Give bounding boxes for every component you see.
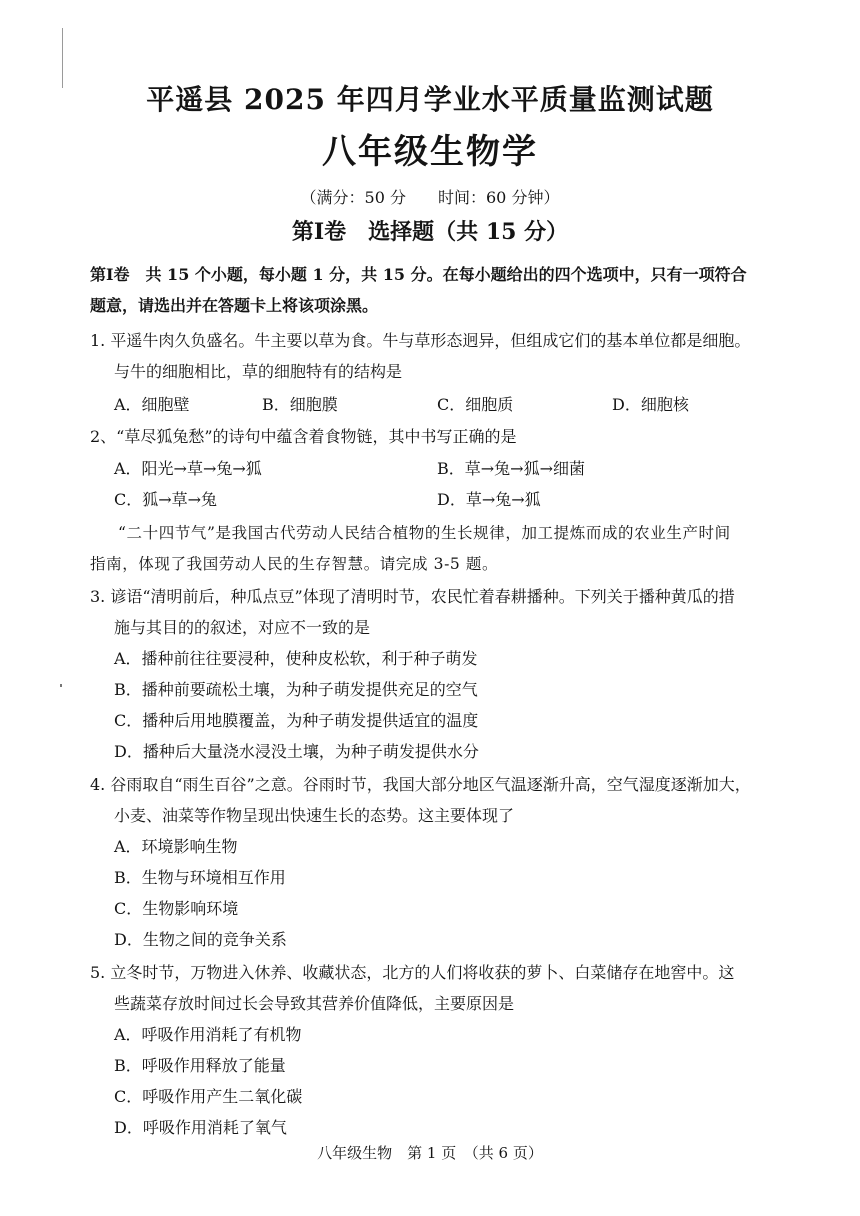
exam-subject: 八年级生物学	[322, 132, 538, 172]
question-2-option-d: D．草→兔→狐	[437, 490, 541, 509]
question-2-option-b: B．草→兔→狐→细菌	[437, 459, 585, 478]
question-3-stem-1: 3. 谚语“清明前后，种瓜点豆”体现了清明时节，农民忙着春耕播种。下列关于播种黄瓜的措	[90, 587, 735, 606]
question-2-option-c: C．狐→草→兔	[114, 490, 218, 509]
section-heading: 第Ⅰ卷 选择题（共 15 分）	[291, 219, 569, 245]
question-1-option-d: D．细胞核	[612, 395, 689, 414]
question-3-option-d: D．播种后大量浇水浸没土壤，为种子萌发提供水分	[114, 742, 479, 761]
question-1-option-a: A．细胞壁	[114, 395, 190, 414]
question-3-option-c: C．播种后用地膜覆盖，为种子萌发提供适宜的温度	[114, 711, 479, 730]
question-4-stem-2: 小麦、油菜等作物呈现出快速生长的态势。这主要体现了	[114, 806, 515, 825]
question-5-stem-1: 5. 立冬时节，万物进入休养、收藏状态，北方的人们将收获的萝卜、白菜储存在地窖中。这	[90, 963, 735, 982]
question-5-option-c: C．呼吸作用产生二氧化碳	[114, 1087, 303, 1106]
question-5-option-a: A．呼吸作用消耗了有机物	[114, 1025, 302, 1044]
question-1-option-b: B．细胞膜	[262, 395, 338, 414]
exam-title: 平遥县 2025 年四月学业水平质量监测试题	[146, 83, 714, 116]
question-1-stem-1: 1. 平遥牛肉久负盛名。牛主要以草为食。牛与草形态迥异，但组成它们的基本单位都是细胞。	[90, 331, 751, 350]
question-2-stem: 2、“草尽狐兔愁”的诗句中蕴含着食物链，其中书写正确的是	[90, 427, 517, 446]
question-4-option-d: D．生物之间的竞争关系	[114, 930, 287, 949]
question-4-option-b: B．生物与环境相互作用	[114, 868, 286, 887]
question-4-option-c: C．生物影响环境	[114, 899, 239, 918]
passage-line-1: “二十四节气”是我国古代劳动人民结合植物的生长规律，加工提炼而成的农业生产时间	[118, 524, 731, 542]
question-5-stem-2: 些蔬菜存放时间过长会导致其营养价值降低，主要原因是	[114, 994, 515, 1013]
question-5-option-d: D．呼吸作用消耗了氧气	[114, 1118, 287, 1137]
exam-meta: （满分：50 分 时间：60 分钟）	[300, 188, 560, 207]
instructions-line-1: 第Ⅰ卷 共 15 个小题，每小题 1 分，共 15 分。在每小题给出的四个选项中，只有一项符合	[90, 265, 747, 284]
passage-line-2: 指南，体现了我国劳动人民的生存智慧。请完成 3-5 题。	[90, 555, 499, 573]
question-4-stem-1: 4. 谷雨取自“雨生百谷”之意。谷雨时节，我国大部分地区气温逐渐升高，空气湿度逐渐加大，	[90, 775, 751, 794]
question-1-stem-2: 与牛的细胞相比，草的细胞特有的结构是	[114, 362, 403, 381]
page-footer: 八年级生物 第 1 页 （共 6 页）	[317, 1144, 543, 1162]
question-1-option-c: C．细胞质	[437, 395, 514, 414]
scan-speck	[60, 684, 62, 687]
question-3-option-a: A．播种前往往要浸种，使种皮松软，利于种子萌发	[114, 649, 478, 668]
question-4-option-a: A．环境影响生物	[114, 837, 238, 856]
question-3-stem-2: 施与其目的的叙述，对应不一致的是	[114, 618, 371, 637]
question-5-option-b: B．呼吸作用释放了能量	[114, 1056, 286, 1075]
question-3-option-b: B．播种前要疏松土壤，为种子萌发提供充足的空气	[114, 680, 478, 699]
instructions-line-2: 题意，请选出并在答题卡上将该项涂黑。	[90, 296, 379, 315]
question-2-option-a: A．阳光→草→兔→狐	[114, 459, 262, 478]
